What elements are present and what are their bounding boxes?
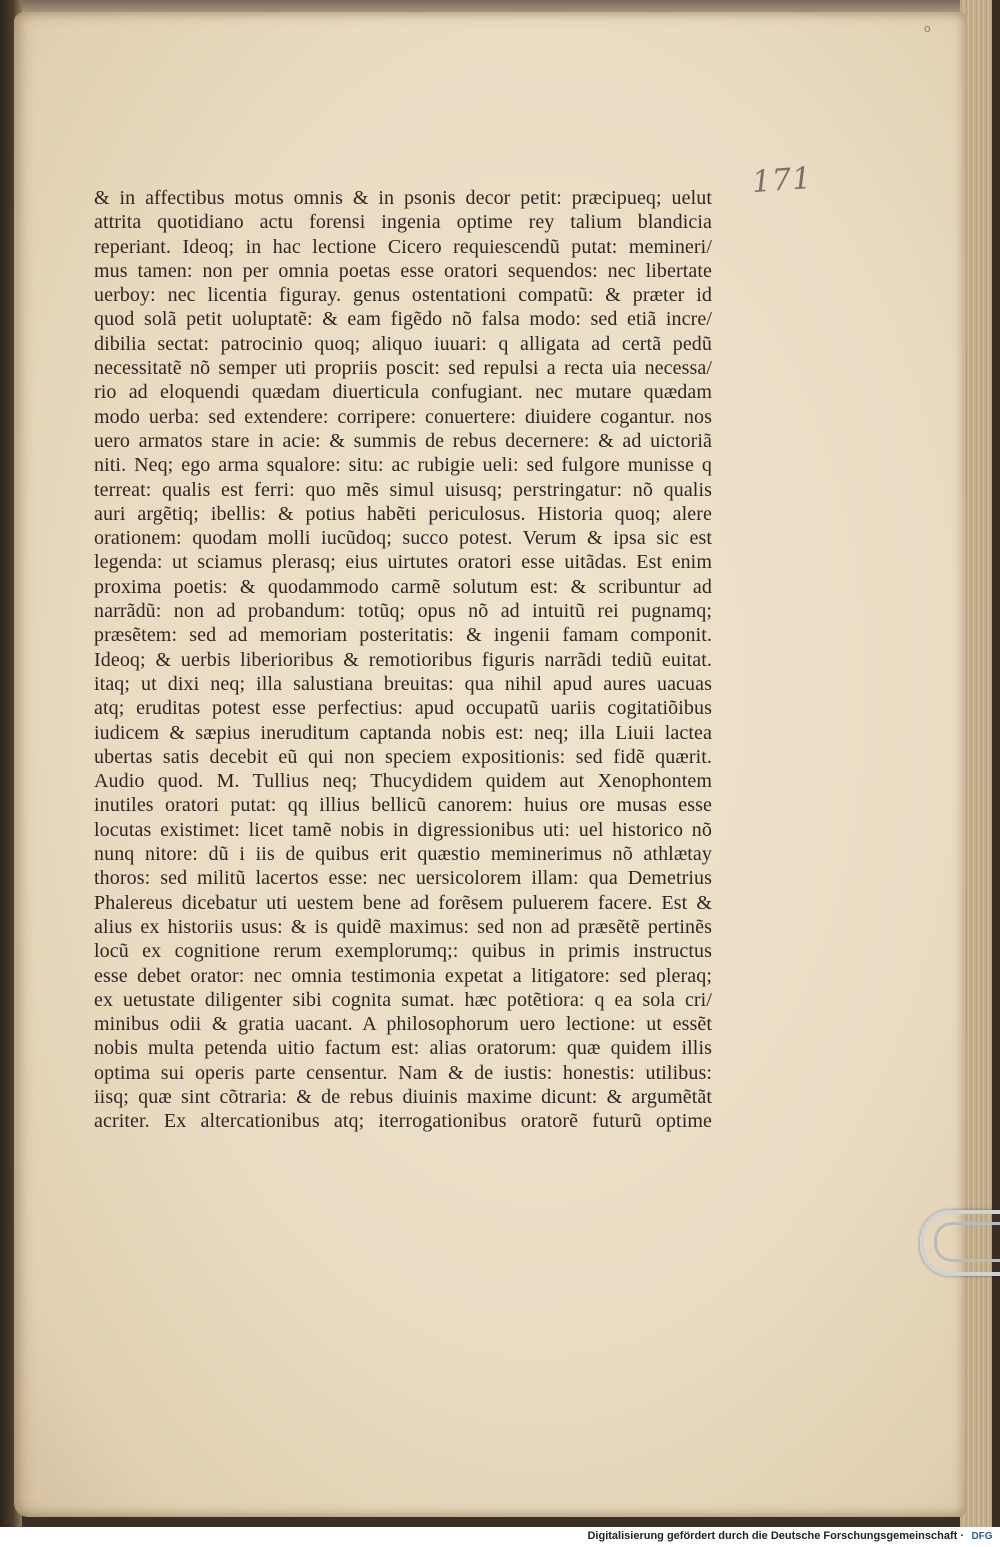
text-line: & in affectibus motus omnis & in psonis decor petit: præcipueq; uelut [94, 187, 712, 209]
text-line: reperiant. Ideoq; in hac lectione Cicero requiescendũ putat: memineri/ [94, 235, 712, 258]
text-line: nunq nitore: dũ i iis de quibus erit quæstio meminerimus nõ athlætay [94, 843, 712, 866]
text-line: itaq; ut dixi neq; illa salustiana breuitas: qua nihil apud aures uacuas [94, 672, 712, 695]
text-line: Audio quod. M. Tullius neq; Thucydidem quidem aut Xenophontem [94, 770, 712, 793]
text-line: locũ ex cognitione rerum exemplorumq;: quibus in primis instructus [94, 940, 712, 963]
text-line: uerboy: nec licentia figuray. genus ostentationi compatũ: & præter id [94, 284, 712, 307]
text-line: narrãdũ: non ad probandum: totũq; opus nõ ad intuitũ rei pugnamq; [94, 600, 712, 623]
text-line: iudicem & sæpius ineruditum captanda nobis est: neq; illa Liuii lactea [94, 721, 712, 744]
funding-credit: Digitalisierung gefördert durch die Deutsche Forschungsgemeinschaft · [587, 1530, 964, 1542]
text-line: Ideoq; & uerbis liberioribus & remotioribus figuris narrãdi tediũ euitat. [94, 648, 712, 671]
text-line: attrita quotidiano actu forensi ingenia optime rey talium blandicia [94, 211, 712, 234]
paper-clip-inner-loop [934, 1222, 1000, 1262]
book-fore-edge-shadow [992, 0, 1000, 1527]
text-line: uero armatos stare in acie: & summis de rebus decernere: & ad uictoriã [94, 429, 712, 452]
corner-mark: o [924, 22, 931, 35]
text-line: modo uerba: sed extendere: corripere: conuertere: diuidere cogantur. nos [94, 405, 712, 428]
text-line: dibilia sectat: patrocinio quoq; aliquo iuuari: q alligata ad certã pedũ [94, 332, 712, 355]
text-line: proxima poetis: & quodammodo carmẽ solutum est: & scribuntur ad [94, 575, 712, 598]
text-line: auri argẽtiq; ibellis: & potius habẽti periculosus. Historia quoq; alere [94, 502, 712, 525]
text-line: niti. Neq; ego arma squalore: situ: ac rubigie ueli: sed fulgore munisse q [94, 454, 712, 477]
text-line: necessitatẽ nõ semper uti propriis poscit: sed repulsi a recta uia necessa/ [94, 357, 712, 380]
text-line: mus tamen: non per omnia poetas esse oratori sequendos: nec libertate [94, 259, 712, 282]
text-line: optima sui operis parte censentur. Nam & de iustis: honestis: utilibus: [94, 1061, 712, 1084]
text-line: minibus odii & gratia uacant. A philosophorum uero lectione: ut essẽt [94, 1013, 712, 1036]
text-line: iisq; quæ sint cõtraria: & de rebus diuinis maxime dicunt: & argumẽtãt [94, 1085, 712, 1108]
text-line: ubertas satis decebit eũ qui non speciem expositionis: sed fidẽ quærit. [94, 745, 712, 768]
text-line: legenda: ut sciamus plerasq; eius uirtutes oratori esse uitãdas. Est enim [94, 551, 712, 574]
text-line: ex uetustate diligenter sibi cognita sumat. hæc potẽtiora: q ea sola cri/ [94, 988, 712, 1011]
text-line: terreat: qualis est ferri: quo mẽs simul uisusq; perstringatur: nõ qualis [94, 478, 712, 501]
text-line: nobis multa petenda uitio factum est: alias oratorum: quæ quidem illis [94, 1037, 712, 1060]
text-line: præsẽtem: sed ad memoriam posteritatis: & ingenii famam componit. [94, 624, 712, 647]
text-line: quod solã petit uoluptatẽ: & eam figẽdo nõ falsa modo: sed etiã incre/ [94, 308, 712, 331]
text-line: atq; eruditas potest esse perfectius: apud occupatũ uariis cogitatiõibus [94, 697, 712, 720]
latin-text-block [94, 186, 712, 1134]
text-line: Phalereus dicebatur uti uestem bene ad forẽsem puluerem facere. Est & [94, 891, 712, 914]
handwritten-page-number: 171 [750, 160, 814, 201]
text-line: inutiles oratori putat: qq illius bellicũ canorem: huius ore musas esse [94, 794, 712, 817]
text-line: acriter. Ex altercationibus atq; iterrogationibus oratorẽ futurũ optime [94, 1110, 712, 1133]
text-line: esse debet orator: nec omnia testimonia expetat a litigatore: sed pleraq; [94, 964, 712, 987]
text-line: orationem: quodam molli iucũdoq; succo potest. Verum & ipsa sic est [94, 527, 712, 550]
dfg-logo: DFG [971, 1531, 993, 1542]
text-line: locutas existimet: licet tamẽ nobis in digressionibus uti: uel historico nõ [94, 818, 712, 841]
text-line: rio ad eloquendi quædam diuerticula confugiant. nec mutare quædam [94, 381, 712, 404]
text-line: thoros: sed militũ lacertos esse: nec uersicolorem illam: qua Demetrius [94, 867, 712, 890]
text-line: alius ex historiis usus: & is quidẽ maximus: sed non ad præsẽtẽ pertinẽs [94, 915, 712, 938]
footer-bar [0, 1527, 1000, 1547]
